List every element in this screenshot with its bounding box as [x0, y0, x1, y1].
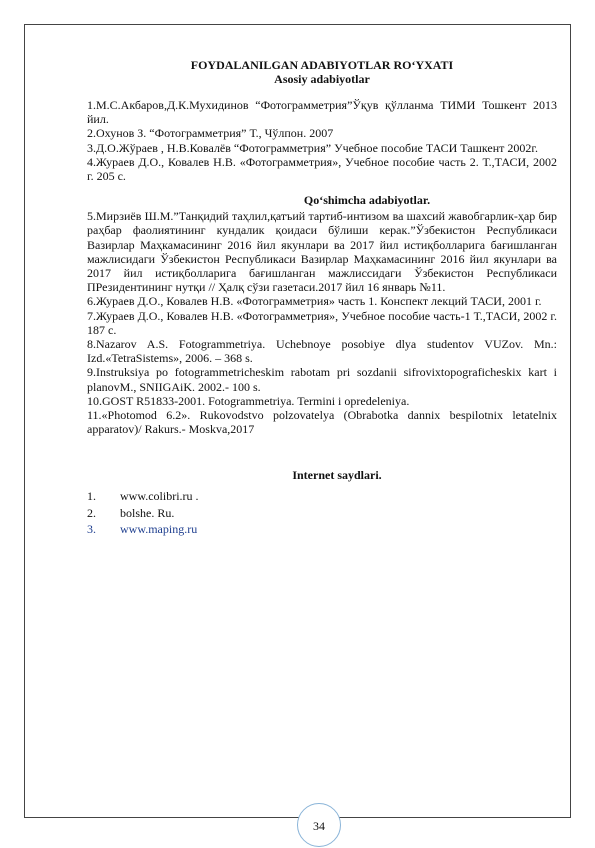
list-number: 2.: [87, 505, 96, 520]
site-text: bolshe. Ru.: [120, 505, 175, 520]
list-item[interactable]: [87, 521, 557, 538]
list-number: 3.: [87, 522, 96, 537]
list-item: [87, 488, 557, 505]
section-heading-main: Asosiy adabiyotlar: [274, 72, 370, 86]
site-text: www.colibri.ru .: [120, 489, 199, 504]
reference-item: 10.GOST R51833-2001. Fotogrammetriya. Termini i opredeleniya.: [87, 393, 410, 408]
reference-item: 3.Д.О.Жўраев , Н.В.Ковалёв “Фотограмметрия” Учебное пособие ТАСИ Ташкент 2002г.: [87, 140, 538, 155]
section-heading-extra: Qo‘shimcha adabiyotlar.: [303, 193, 431, 208]
page-title: FOYDALANILGAN ADABIYOTLAR RO‘YXATI: [190, 58, 454, 72]
internet-sites-list: [87, 488, 557, 538]
reference-item: 6.Жураев Д.О., Ковалев Н.В. «Фотограмметрия» часть 1. Конспект лекций ТАСИ, 2001 г.: [87, 294, 542, 309]
reference-item: 1.М.С.Акбаров,Д.К.Мухидинов “Фотограмметрия”Ўқув қўлланма ТИМИ Тошкент 2013 йил.: [87, 98, 557, 127]
site-link[interactable]: www.maping.ru: [120, 522, 198, 537]
reference-item: 8.Nazarov A.S. Fotogrammetriya. Uchebnoye posobiye dlya studentov VUZov. Mn.: Izd.«TetraSistems», 2006. – 368 s.: [87, 337, 557, 366]
reference-item: 11.«Photomod 6.2». Rukovodstvo polzovatelya (Obrabotka dannix bespilotnix letatelnix apparatov)/ Rakurs.- Moskva,2017: [87, 408, 557, 437]
list-item: [87, 505, 557, 522]
page-number: 34: [297, 803, 341, 847]
reference-item: 2.Охунов З. “Фотограмметрия” Т., Чўлпон. 2007: [87, 126, 334, 141]
reference-item: 7.Жураев Д.О., Ковалев Н.В. «Фотограмметрия», Учебное пособие часть-1 Т.,ТАСИ, 2002 г. 187 с.: [87, 308, 557, 337]
reference-item: 9.Instruksiya po fotogrammetricheskim rabotam pri sozdanii sifrovixtopograficheskix kart i planovM., SNIIGAiK. 2002.- 100 s.: [87, 365, 557, 394]
document-body: [87, 58, 557, 538]
reference-item: 5.Мирзиёв Ш.М.”Танқидий таҳлил,қатъий тартиб-интизом ва шахсий жавобгарлик-ҳар бир раҳбар фаолиятининг кундалик қоидаси бўлиши керак.”Ўзбекистон Республикаси Вазирлар Маҳкамасининг 2016 йил якунлари ва 2017 йил истиқболларига бағишланган мажлисидаги Ўзбекистон Республикаси Вазирлар Маҳкамасининг 2016 йил якунлари ва 2017 йил истиқболларига бағишланган мажлиссидаги Ўзбекистон Республикаси ПРезидентининг нутқи // Ҳалқ сўзи газетаси.2017 йил 16 январь №11.: [87, 209, 557, 295]
reference-item: 4.Жураев Д.О., Ковалев Н.В. «Фотограмметрия», Учебное пособие часть 2. Т.,ТАСИ, 2002 г. 205 с.: [87, 154, 557, 184]
list-number: 1.: [87, 489, 96, 504]
section-heading-internet: Internet saydlari.: [292, 468, 382, 483]
